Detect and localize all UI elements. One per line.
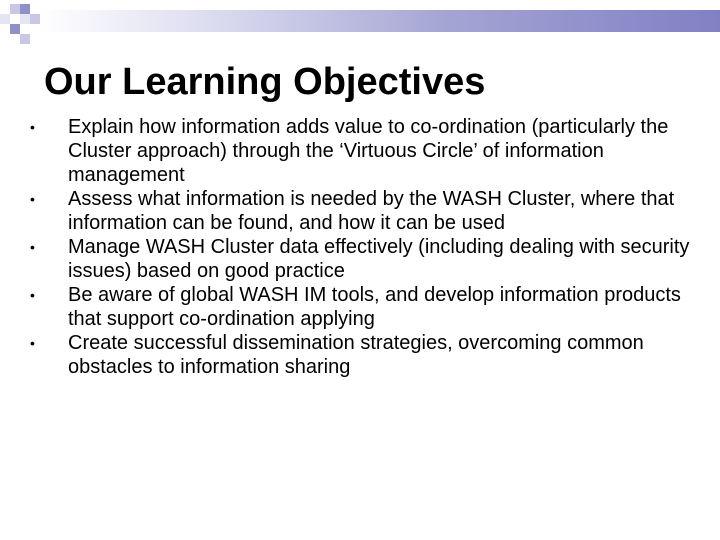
list-item-text: Be aware of global WASH IM tools, and develop information products that support co-ordination applying: [68, 284, 681, 330]
bullet-icon: •: [30, 239, 35, 255]
list-item: [30, 331, 690, 379]
list-item: [30, 235, 690, 283]
header-gradient-band: [40, 10, 720, 32]
decor-square: [20, 34, 30, 44]
decor-square: [20, 4, 30, 14]
objectives-list: [30, 115, 690, 379]
decor-square: [30, 14, 40, 24]
list-item-text: Create successful dissemination strategies, overcoming common obstacles to information sharing: [68, 332, 644, 378]
list-item: [30, 187, 690, 235]
decor-square: [10, 24, 20, 34]
list-item-text: Manage WASH Cluster data effectively (including dealing with security issues) based on good practice: [68, 236, 690, 282]
list-item-text: Assess what information is needed by the WASH Cluster, where that information can be found, and how it can be used: [68, 188, 675, 234]
decor-square: [0, 14, 10, 24]
bullet-icon: •: [30, 191, 35, 207]
list-item-text: Explain how information adds value to co-ordination (particularly the Cluster approach) through the ‘Virtuous Circle’ of information management: [68, 116, 669, 186]
slide-title: Our Learning Objectives: [44, 61, 486, 103]
decor-square: [20, 14, 30, 24]
bullet-icon: •: [30, 335, 35, 351]
list-item: [30, 283, 690, 331]
bullet-icon: •: [30, 287, 35, 303]
list-item: [30, 115, 690, 187]
decor-square: [10, 4, 20, 14]
bullet-icon: •: [30, 119, 35, 135]
